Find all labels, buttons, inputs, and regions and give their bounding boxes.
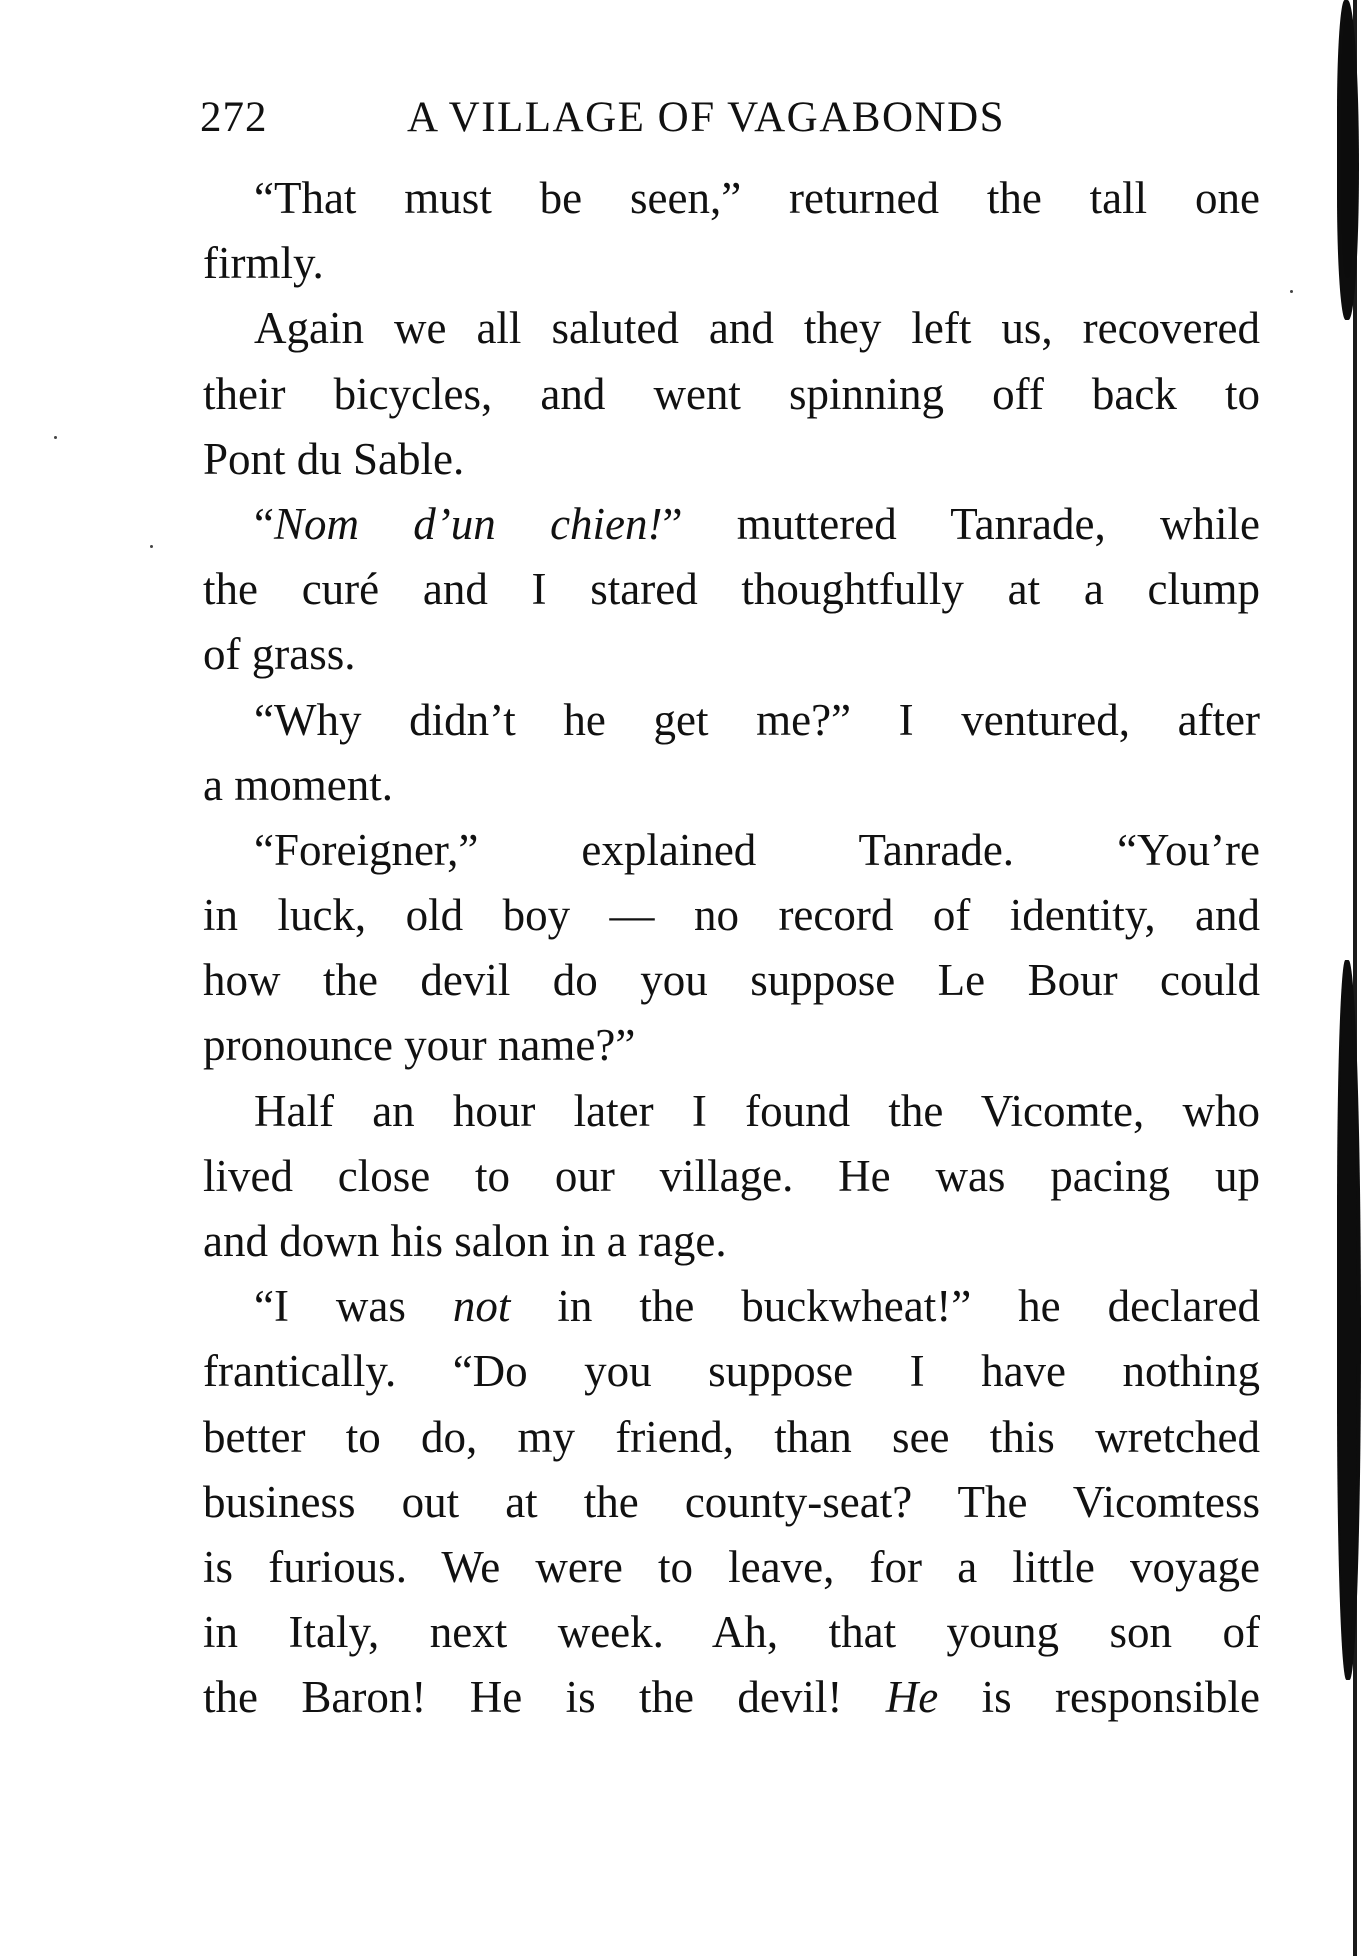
text-line: of grass. [203,629,356,680]
text-line: better to do, my friend, than see this wretched [203,1411,1260,1462]
text-line: their bicycles, and went spinning off back to [203,368,1260,419]
text-line: how the devil do you suppose Le Bour could [203,955,1260,1006]
text-line: the curé and I stared thoughtfully at a clump [203,564,1260,615]
page-number: 272 [200,94,268,141]
text-line: Pont du Sable. [203,433,465,484]
text-line: Half an hour later I found the Vicomte, who [254,1085,1260,1136]
text-line: a moment. [203,759,393,810]
text-line: and down his salon in a rage. [203,1216,727,1266]
text-line: “Nom d’un chien!” muttered Tanrade, while [254,498,1261,549]
text-line: “I was not in the buckwheat!” he declared [254,1281,1260,1332]
text-line: Again we all saluted and they left us, recovered [254,303,1260,354]
running-head: A VILLAGE OF VAGABONDS [407,94,1006,141]
text-line: is furious. We were to leave, for a little voyage [203,1541,1260,1592]
text-line: “Why didn’t he get me?” I ventured, after [254,694,1260,745]
text-line: in luck, old boy — no record of identity, and [203,890,1260,941]
text-line: the Baron! He is the devil! He is responsible [203,1672,1261,1723]
text-line: in Italy, next week. Ah, that young son of [203,1607,1260,1658]
text-line: frantically. “Do you suppose I have nothing [203,1346,1260,1397]
body-text [203,166,1260,1731]
text-line: lived close to our village. He was pacing up [203,1150,1260,1201]
text-line: “Foreigner,” explained Tanrade. “You’re [254,824,1260,875]
text-line: business out at the county-seat? The Vicomtess [203,1476,1260,1527]
page-header [200,88,1260,148]
text-line: pronounce your name?” [203,1020,636,1071]
text-line: “That must be seen,” returned the tall one [254,173,1260,223]
text-line: firmly. [203,238,324,289]
